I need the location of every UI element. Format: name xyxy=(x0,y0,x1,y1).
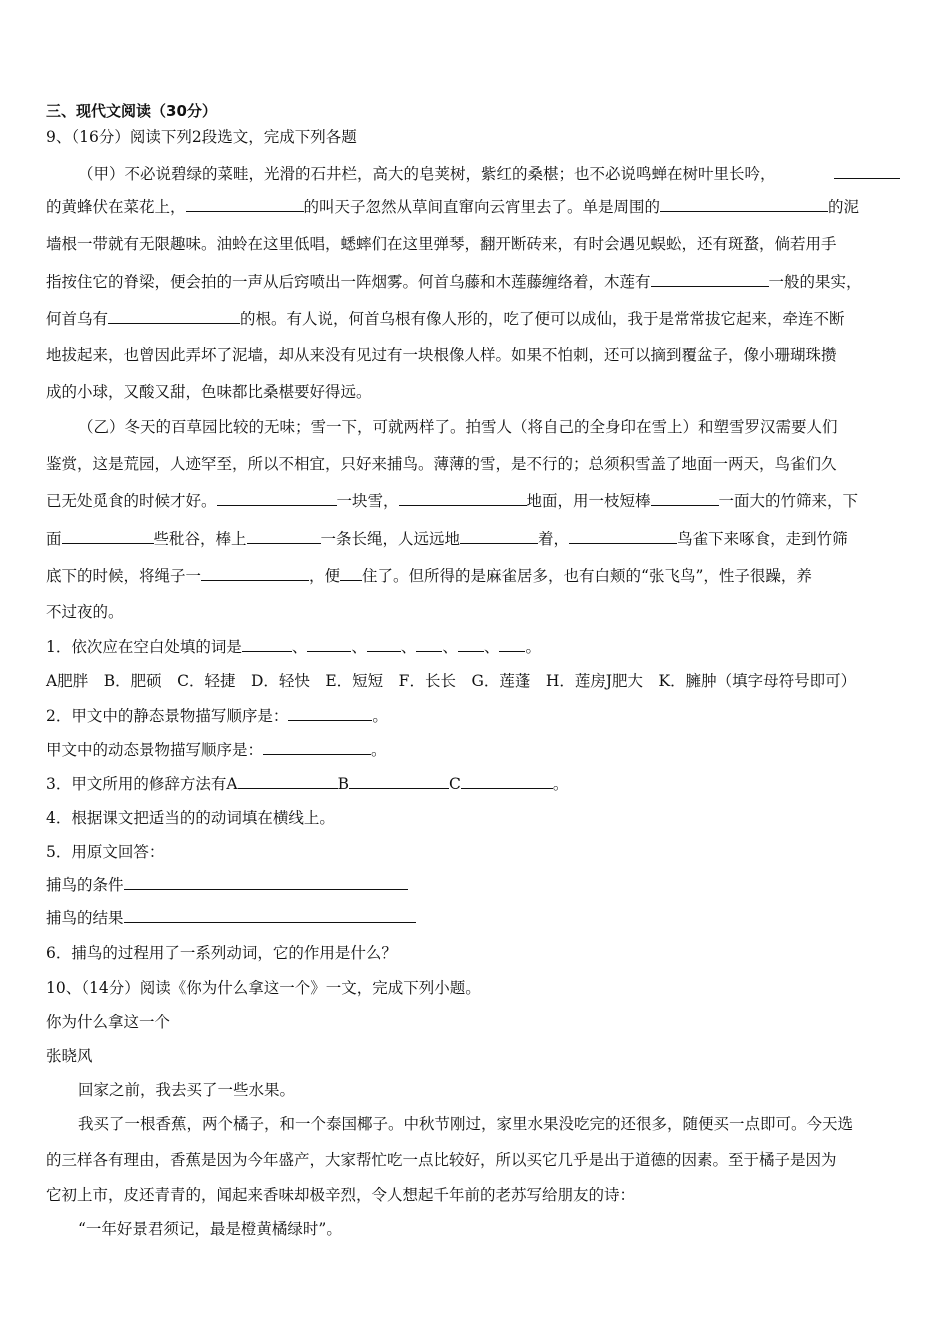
yi-line-2: 鉴赏，这是荒园，人迹罕至，所以不相宜，只好来捕鸟。薄薄的雪，是不行的；总须积雪盖了地面一两天，鸟雀们久 xyxy=(46,455,837,473)
jia-line-5: 何首乌有 的根。有人说，何首乌根有像人形的，吃了便可以成仙，我于是常常拔它起来，牵连不断 xyxy=(46,310,845,328)
blank[interactable] xyxy=(834,164,900,179)
blank[interactable] xyxy=(416,637,442,652)
blank[interactable] xyxy=(499,637,525,652)
blank[interactable] xyxy=(340,566,362,581)
jia-line-4: 指按住它的脊梁，便会拍的一声从后窍喷出一阵烟雾。何首乌藤和木莲藤缠络着，木莲有 一般的果实， xyxy=(46,273,862,291)
blank[interactable] xyxy=(461,774,553,789)
yi-line-5: 底下的时候，将绳子一 ，便 住了。但所得的是麻雀居多，也有白颊的“张飞鸟”，性子很躁，养 xyxy=(46,567,812,585)
blank[interactable] xyxy=(124,875,408,890)
q9-intro: 9、（16分）阅读下列2段选文，完成下列各题 xyxy=(46,128,357,146)
blank[interactable] xyxy=(108,309,240,324)
blank[interactable] xyxy=(242,637,292,652)
jia-line-1: （甲）不必说碧绿的菜畦，光滑的石井栏，高大的皂荚树，紫红的桑椹；也不必说鸣蝉在树叶里长吟， xyxy=(78,164,900,184)
blank[interactable] xyxy=(458,637,484,652)
paragraph-2-line-1: 我买了一根香蕉，两个橘子，和一个泰国椰子。中秋节刚过，家里水果没吃完的还很多，随便买一点即可。今天选 xyxy=(78,1115,854,1133)
blank[interactable] xyxy=(124,908,416,923)
q5a: 捕鸟的条件 xyxy=(46,875,408,895)
q1-options: A肥胖 B．肥硕 C．轻捷 D．轻快 E．短短 F．长长 G．莲蓬 H．莲房J肥大 K．臃肿（填字母符号即可） xyxy=(46,672,857,690)
blank[interactable] xyxy=(263,740,371,755)
poem-quote: “一年好景君须记，最是橙黄橘绿时”。 xyxy=(78,1220,342,1238)
q5b: 捕鸟的结果 xyxy=(46,908,416,928)
q6: 6．捕鸟的过程用了一系列动词，它的作用是什么？ xyxy=(46,944,397,962)
blank[interactable] xyxy=(238,774,338,789)
yi-line-1: （乙）冬天的百草园比较的无味；雪一下，可就两样了。拍雪人（将自己的全身印在雪上）和塑雪罗汉需要人们 xyxy=(78,418,838,436)
yi-line-6: 不过夜的。 xyxy=(46,603,124,621)
blank[interactable] xyxy=(186,197,304,212)
blank[interactable] xyxy=(307,637,351,652)
q1: 1．依次应在空白处填的词是 、 、 、 、 、 。 xyxy=(46,638,541,656)
blank[interactable] xyxy=(349,774,449,789)
blank[interactable] xyxy=(399,491,527,506)
jia-line-3: 墙根一带就有无限趣味。油蛉在这里低唱，蟋蟀们在这里弹琴，翻开断砖来，有时会遇见蜈蚣，还有斑蝥，倘若用手 xyxy=(46,235,837,253)
q5: 5．用原文回答： xyxy=(46,843,165,861)
blank[interactable] xyxy=(288,706,372,721)
blank[interactable] xyxy=(569,529,677,544)
yi-line-3: 已无处觅食的时候才好。 一块雪， 地面，用一枝短棒 一面大的竹筛来，下 xyxy=(46,492,859,510)
blank[interactable] xyxy=(247,529,321,544)
jia-line-6: 地拔起来，也曾因此弄坏了泥墙，却从来没有见过有一块根像人样。如果不怕刺，还可以摘到覆盆子，像小珊瑚珠攒 xyxy=(46,346,837,364)
paragraph-2-line-2: 的三样各有理由，香蕉是因为今年盛产，大家帮忙吃一点比较好，所以买它几乎是出于道德的因素。至于橘子是因为 xyxy=(46,1151,837,1169)
blank[interactable] xyxy=(660,197,828,212)
q2b: 甲文中的动态景物描写顺序是： 。 xyxy=(46,741,387,759)
q10-intro: 10、（14分）阅读《你为什么拿这一个》一文，完成下列小题。 xyxy=(46,979,481,997)
blank[interactable] xyxy=(651,491,719,506)
blank[interactable] xyxy=(201,566,309,581)
paragraph-2-line-3: 它初上市，皮还青青的，闻起来香味却极辛烈，令人想起千年前的老苏写给朋友的诗： xyxy=(46,1186,636,1204)
blank[interactable] xyxy=(460,529,538,544)
article-author: 张晓风 xyxy=(46,1047,93,1065)
section-heading: 三、现代文阅读（30分） xyxy=(46,102,217,120)
q3: 3．甲文所用的修辞方法有A B C 。 xyxy=(46,775,569,793)
jia-line-7: 成的小球，又酸又甜，色味都比桑椹要好得远。 xyxy=(46,383,372,401)
article-title: 你为什么拿这一个 xyxy=(46,1013,171,1031)
blank[interactable] xyxy=(367,637,401,652)
jia-line-2: 的黄蜂伏在菜花上， 的叫天子忽然从草间直窜向云宵里去了。单是周围的 的泥 xyxy=(46,198,860,216)
blank[interactable] xyxy=(651,272,769,287)
paragraph-1: 回家之前，我去买了一些水果。 xyxy=(78,1081,296,1099)
blank[interactable] xyxy=(217,491,337,506)
q4: 4．根据课文把适当的的动词填在横线上。 xyxy=(46,809,335,827)
q2a: 2．甲文中的静态景物描写顺序是： 。 xyxy=(46,707,388,725)
yi-line-4: 面 些秕谷，棒上 一条长绳，人远远地 着， 鸟雀下来啄食，走到竹筛 xyxy=(46,530,848,548)
blank[interactable] xyxy=(62,529,154,544)
